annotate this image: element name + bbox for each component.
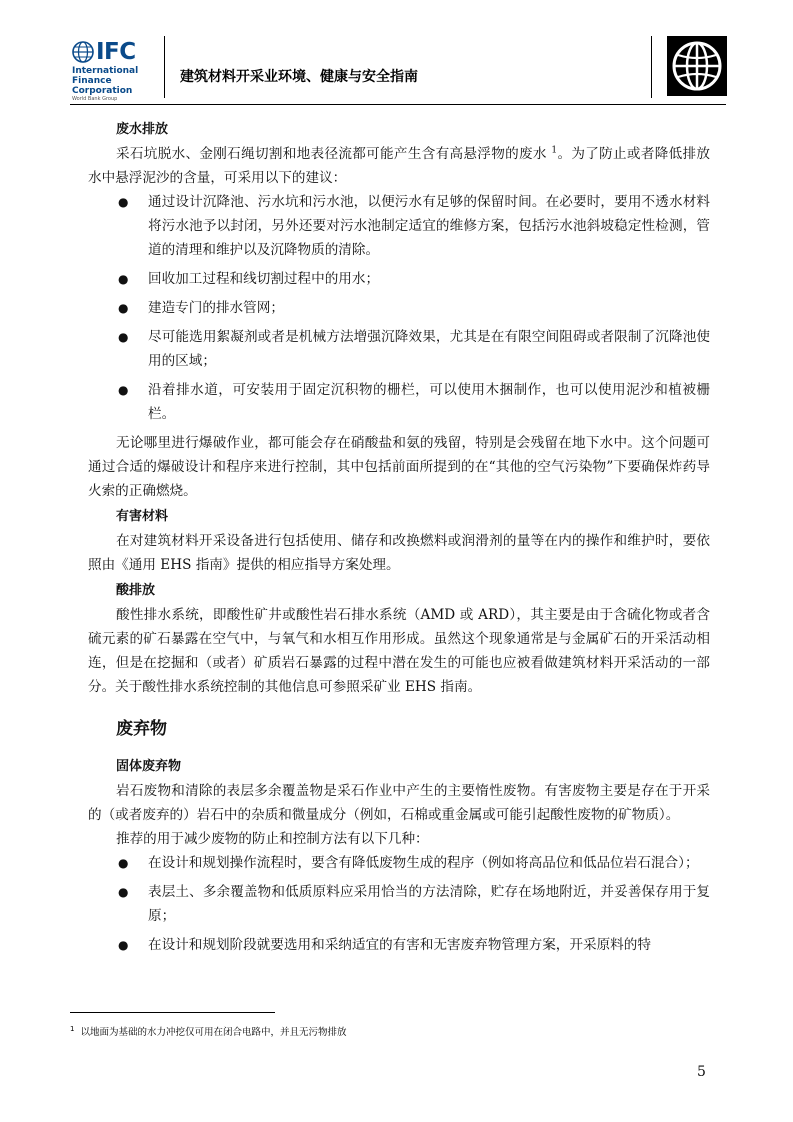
logo-line-2: Finance [72, 76, 112, 86]
solid-waste-heading: 固体废弃物 [116, 759, 182, 774]
footnote [70, 1024, 347, 1038]
ifc-logo [72, 38, 154, 100]
list-item: ● 回收加工过程和线切割过程中的用水； [88, 267, 710, 291]
hazardous-heading: 有害材料 [116, 509, 169, 524]
bullet-icon: ● [118, 383, 129, 397]
bullet-icon: ● [118, 272, 129, 286]
solid-waste-intro: 岩石废物和清除的表层多余覆盖物是采石作业中产生的主要惰性废物。有害废物主要是存在于开采的（或者废弃的）岩石中的杂质和微量成分（例如，石棉或重金属或可能引起酸性废物的矿物质）。 [88, 783, 710, 823]
page-number: 5 [697, 1064, 706, 1080]
list-item: ● 在设计和规划阶段就要选用和采纳适宜的有害和无害废弃物管理方案，开采原料的特 [88, 933, 710, 957]
footnote-number: 1 [70, 1024, 75, 1033]
document-title: 建筑材料开采业环境、健康与安全指南 [180, 69, 418, 85]
header-rule [70, 104, 726, 105]
footnote-ref: 1 [551, 145, 558, 156]
footnote-rule [70, 1012, 275, 1013]
world-bank-globe-icon [667, 36, 727, 96]
bullet-icon: ● [118, 938, 129, 952]
bullet-icon: ● [118, 301, 129, 315]
wastewater-heading: 废水排放 [116, 122, 169, 137]
acid-heading: 酸排放 [116, 583, 156, 598]
list-item: ● 通过设计沉降池、污水坑和污水池，以便污水有足够的保留时间。在必要时，要用不透水材料将污水池予以封闭，另外还要对污水池制定适宜的维修方案，包括污水池斜坡稳定性检测，管道的清理和维护以及沉降物质的清除。 [88, 190, 710, 262]
list-item: ● 沿着排水道，可安装用于固定沉积物的栅栏，可以使用木捆制作，也可以使用泥沙和植被栅栏。 [88, 378, 710, 426]
wastewater-intro: 采石坑脱水、金刚石绳切割和地表径流都可能产生含有高悬浮物的废水 $^1$。为了防止或者降低排放水中悬浮泥沙的含量，可采用以下的建议： [88, 145, 710, 186]
list-item: ● 在设计和规划操作流程时，要含有降低废物生成的程序（例如将高品位和低品位岩石混合）； [88, 851, 710, 875]
bullet-icon: ● [118, 330, 129, 344]
waste-list [88, 851, 710, 957]
footnote-text: 以地面为基础的水力冲挖仅可用在闭合电路中，并且无污物排放 [80, 1027, 347, 1038]
logo-ifc-text: IFC [96, 39, 136, 65]
page-header [0, 0, 793, 110]
header-divider-right [651, 36, 652, 98]
waste-section-title: 废弃物 [116, 719, 167, 739]
globe-icon [72, 41, 94, 63]
header-divider-left [164, 36, 165, 98]
wastewater-list [88, 190, 710, 426]
blasting-paragraph: 无论哪里进行爆破作业，都可能会存在硝酸盐和氨的残留，特别是会残留在地下水中。这个问题可通过合适的爆破设计和程序来进行控制，其中包括前面所提到的在“其他的空气污染物”下要确保炸药导火索的正确燃烧。 [88, 435, 710, 499]
bullet-icon: ● [118, 885, 129, 899]
acid-paragraph: 酸性排水系统，即酸性矿井或酸性岩石排水系统（AMD 或 ARD），其主要是由于含硫化物或者含硫元素的矿石暴露在空气中，与氧气和水相互作用形成。虽然这个现象通常是与金属矿石的开采活动相连，但是在挖掘和（或者）矿质岩石暴露的过程中潜在发生的可能也应被看做建筑材料开采活动的一部分。关于酸性排水系统控制的其他信息可参照采矿业 EHS 指南。 [88, 607, 710, 695]
logo-line-1: International [72, 66, 139, 76]
page-body [88, 118, 710, 962]
hazardous-paragraph: 在对建筑材料开采设备进行包括使用、储存和改换燃料或润滑剂的量等在内的操作和维护时，要依照由《通用 EHS 指南》提供的相应指导方案处理。 [88, 533, 710, 573]
list-item: ● 建造专门的排水管网； [88, 296, 710, 320]
bullet-icon: ● [118, 195, 129, 209]
methods-intro: 推荐的用于减少废物的防止和控制方法有以下几种： [116, 831, 429, 847]
logo-line-3: Corporation [72, 86, 133, 96]
logo-world-bank-group: World Bank Group [72, 96, 118, 102]
list-item: ● 尽可能选用絮凝剂或者是机械方法增强沉降效果，尤其是在有限空间阻碍或者限制了沉降池使用的区域； [88, 325, 710, 373]
bullet-icon: ● [118, 856, 129, 870]
list-item: ● 表层土、多余覆盖物和低质原料应采用恰当的方法清除，贮存在场地附近，并妥善保存用于复原； [88, 880, 710, 928]
